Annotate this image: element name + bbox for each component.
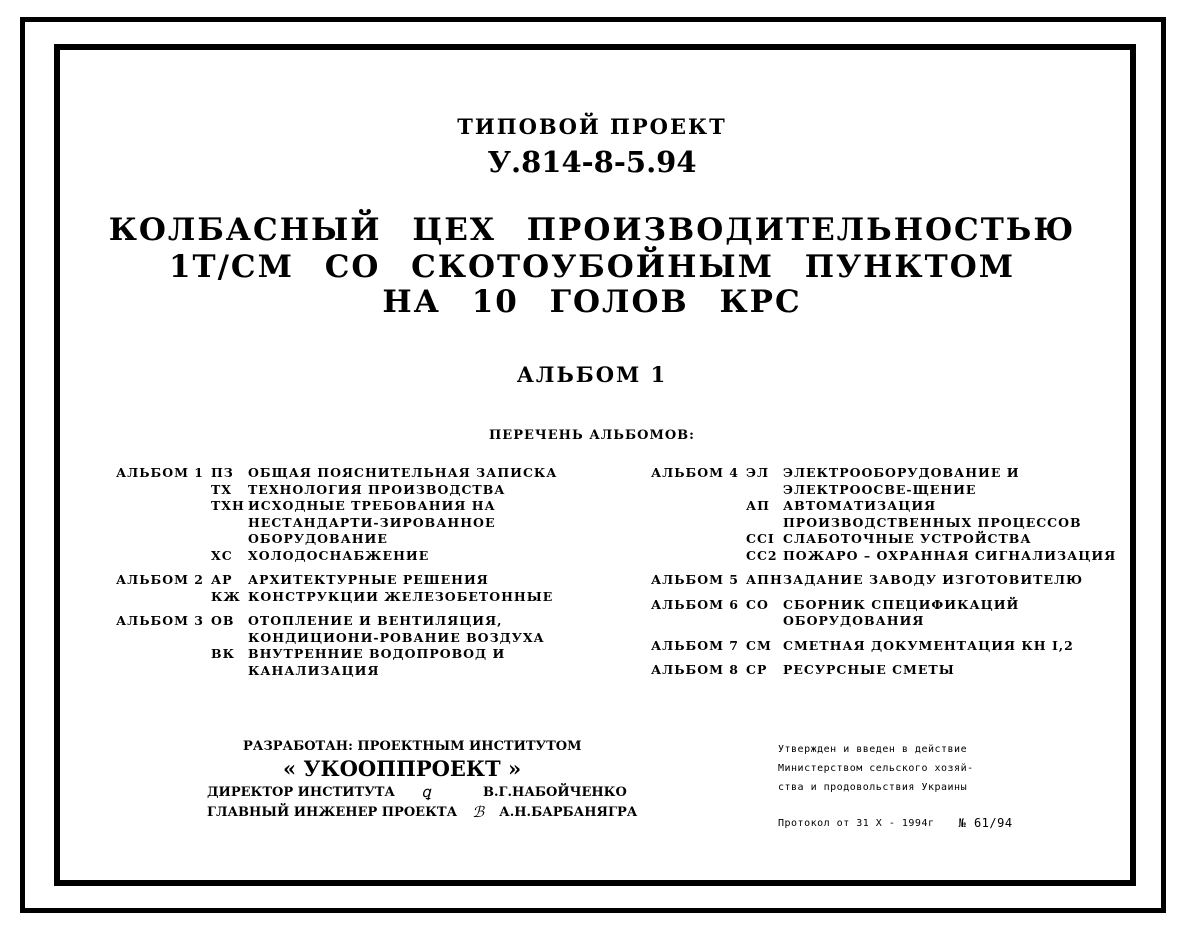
institute-name: « УКООППРОЕКТ » bbox=[283, 756, 522, 781]
album-item bbox=[116, 589, 606, 606]
album-name-spacer bbox=[116, 589, 211, 606]
section-code: АП bbox=[746, 498, 770, 513]
title-line-1: КОЛБАСНЫЙ ЦЕХ ПРОИЗВОДИТЕЛЬНОСТЬЮ bbox=[108, 212, 1076, 248]
section-code: ТХ bbox=[211, 481, 233, 497]
album-name: АЛЬБОМ 2 bbox=[116, 572, 205, 587]
album-group bbox=[651, 597, 1121, 630]
director-name: В.Г.НАБОЙЧЕНКО bbox=[483, 784, 627, 800]
section-title: СМЕТНАЯ ДОКУМЕНТАЦИЯ КН I,2 bbox=[783, 637, 1074, 653]
album-item bbox=[116, 498, 606, 548]
chief-engineer-name: А.Н.БАРБАНЯГРА bbox=[499, 804, 638, 820]
album-item bbox=[116, 465, 606, 482]
album-item bbox=[651, 572, 1121, 589]
protocol-text: Протокол от 31 X - 1994г bbox=[778, 818, 935, 829]
section-code: ЭЛ bbox=[746, 465, 769, 480]
director-signature: ꝗ bbox=[421, 782, 431, 801]
section-code: ХС bbox=[211, 547, 233, 563]
section-code: ОВ bbox=[211, 613, 235, 628]
album-group bbox=[651, 572, 1121, 589]
section-title: ПОЖАРО – ОХРАННАЯ СИГНАЛИЗАЦИЯ bbox=[783, 547, 1117, 563]
album-item bbox=[651, 465, 1121, 498]
section-title: СБОРНИК СПЕЦИФИКАЦИЙ ОБОРУДОВАНИЯ bbox=[783, 596, 1020, 628]
album-group bbox=[116, 613, 606, 679]
section-code: СО bbox=[746, 596, 769, 612]
album-group bbox=[651, 638, 1121, 655]
section-code: ТХН bbox=[211, 498, 245, 513]
section-code: АР bbox=[211, 572, 233, 587]
album-item bbox=[651, 662, 1121, 679]
album-name: АЛЬБОМ 5 bbox=[651, 572, 740, 587]
section-title: ХОЛОДОСНАБЖЕНИЕ bbox=[248, 547, 430, 563]
album-name: АЛЬБОМ 3 bbox=[116, 613, 205, 628]
title-line-3: НА 10 ГОЛОВ КРС bbox=[382, 284, 802, 320]
developer-line: РАЗРАБОТАН: ПРОЕКТНЫМ ИНСТИТУТОМ bbox=[243, 738, 582, 754]
approval-block bbox=[778, 740, 1118, 833]
section-code: ССI bbox=[746, 531, 775, 546]
album-list-left bbox=[116, 465, 606, 679]
album-list-title: ПЕРЕЧЕНЬ АЛЬБОМОВ: bbox=[489, 428, 695, 443]
album-item bbox=[116, 613, 606, 646]
album-name-spacer bbox=[116, 498, 211, 548]
director-label: ДИРЕКТОР ИНСТИТУТА bbox=[207, 784, 396, 800]
album-name-spacer bbox=[651, 531, 746, 548]
album-name: АЛЬБОМ 4 bbox=[651, 465, 740, 480]
album-name-spacer bbox=[651, 548, 746, 565]
album-name: АЛЬБОМ 7 bbox=[651, 637, 740, 653]
section-title: АРХИТЕКТУРНЫЕ РЕШЕНИЯ bbox=[248, 572, 489, 587]
album-group bbox=[651, 465, 1121, 564]
album-group bbox=[651, 662, 1121, 679]
album-list-right bbox=[651, 465, 1121, 679]
section-code: СС2 bbox=[746, 547, 778, 563]
album-name: АЛЬБОМ 1 bbox=[116, 465, 205, 480]
album-item bbox=[651, 597, 1121, 630]
album-name-spacer bbox=[116, 548, 211, 565]
album-name-spacer bbox=[651, 498, 746, 531]
section-title: ЭЛЕКТРООБОРУДОВАНИЕ И ЭЛЕКТРООСВЕ-ЩЕНИЕ bbox=[783, 465, 1020, 497]
section-title: ЗАДАНИЕ ЗАВОДУ ИЗГОТОВИТЕЛЮ bbox=[783, 572, 1084, 587]
approval-line: Утвержден и введен в действие bbox=[778, 744, 968, 755]
album-item bbox=[116, 646, 606, 679]
section-title: КОНСТРУКЦИИ ЖЕЛЕЗОБЕТОННЫЕ bbox=[248, 588, 554, 604]
section-code: ВК bbox=[211, 646, 235, 661]
album-item bbox=[651, 531, 1121, 548]
section-title: ОТОПЛЕНИЕ И ВЕНТИЛЯЦИЯ, КОНДИЦИОНИ-РОВАНИЕ ВОЗДУХА bbox=[248, 613, 545, 645]
chief-signature: ℬ bbox=[472, 802, 485, 821]
album-name-spacer bbox=[116, 646, 211, 679]
approval-line: ства и продовольствия Украины bbox=[778, 782, 968, 793]
project-type-label: ТИПОВОЙ ПРОЕКТ bbox=[457, 114, 727, 139]
album-group bbox=[116, 465, 606, 564]
section-title: ОБЩАЯ ПОЯСНИТЕЛЬНАЯ ЗАПИСКА bbox=[248, 465, 558, 480]
section-title: АВТОМАТИЗАЦИЯ ПРОИЗВОДСТВЕННЫХ ПРОЦЕССОВ bbox=[783, 498, 1082, 530]
album-item bbox=[651, 638, 1121, 655]
section-title: ТЕХНОЛОГИЯ ПРОИЗВОДСТВА bbox=[248, 481, 506, 497]
section-title: ВНУТРЕННИЕ ВОДОПРОВОД И КАНАЛИЗАЦИЯ bbox=[248, 646, 506, 678]
album-item bbox=[651, 548, 1121, 565]
approval-line: Министерством сельского хозяй- bbox=[778, 763, 974, 774]
section-code: КЖ bbox=[211, 588, 241, 604]
album-name-spacer bbox=[116, 482, 211, 499]
section-code: СМ bbox=[746, 637, 772, 653]
album-name: АЛЬБОМ 6 bbox=[651, 596, 740, 612]
section-title: РЕСУРСНЫЕ СМЕТЫ bbox=[783, 662, 955, 677]
album-item bbox=[116, 572, 606, 589]
section-title: СЛАБОТОЧНЫЕ УСТРОЙСТВА bbox=[783, 531, 1032, 546]
album-label: АЛЬБОМ 1 bbox=[516, 362, 668, 387]
chief-engineer-label: ГЛАВНЫЙ ИНЖЕНЕР ПРОЕКТА bbox=[207, 804, 458, 820]
album-item bbox=[116, 482, 606, 499]
album-name: АЛЬБОМ 8 bbox=[651, 662, 740, 677]
album-item bbox=[651, 498, 1121, 531]
section-title: ИСХОДНЫЕ ТРЕБОВАНИЯ НА НЕСТАНДАРТИ-ЗИРОВАННОЕ ОБОРУДОВАНИЕ bbox=[248, 498, 496, 546]
album-group bbox=[116, 572, 606, 605]
section-code: АПН bbox=[746, 572, 783, 587]
section-code: СР bbox=[746, 662, 768, 677]
project-number: У.814-8-5.94 bbox=[487, 145, 697, 179]
protocol-number: № 61/94 bbox=[958, 816, 1013, 830]
title-line-2: 1Т/СМ СО СКОТОУБОЙНЫМ ПУНКТОМ bbox=[168, 249, 1016, 285]
developer-block bbox=[207, 736, 638, 822]
album-item bbox=[116, 548, 606, 565]
section-code: ПЗ bbox=[211, 465, 234, 480]
